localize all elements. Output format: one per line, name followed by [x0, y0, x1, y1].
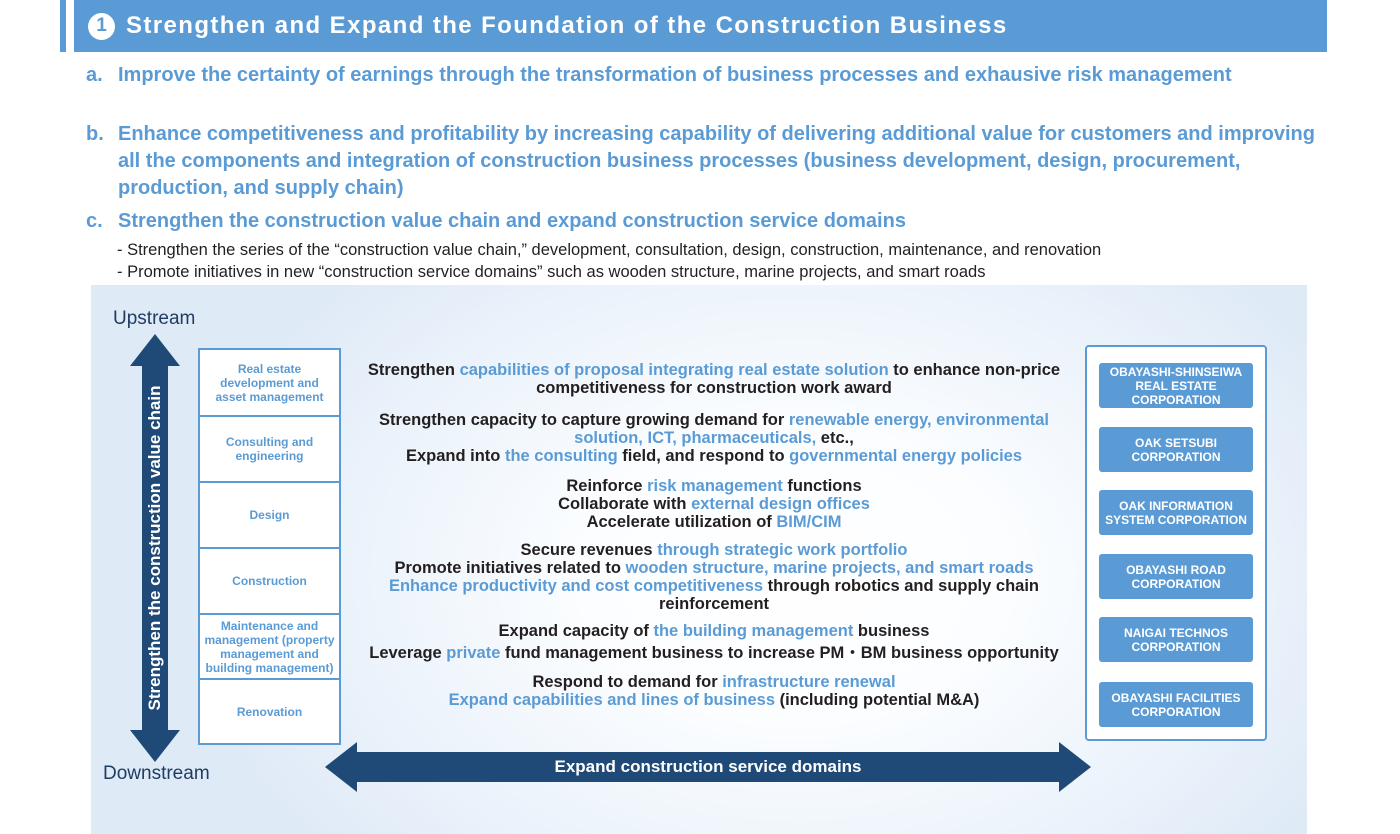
initiative-consulting: Strengthen capacity to capture growing demand for renewable energy, environmental solution, ICT, pharmaceuticals, etc., Expand into the consulting field, and respond to governmental energy policies — [379, 411, 1049, 465]
section-title: Strengthen and Expand the Foundation of the Construction Business — [126, 12, 1008, 39]
initiative-design: Reinforce risk management functions Collaborate with external design offices Accelerate utilization of BIM/CIM — [558, 477, 870, 531]
company-obayashi-road: OBAYASHI ROAD CORPORATION — [1099, 554, 1253, 599]
stage-consulting: Consulting and engineering — [200, 417, 339, 483]
section-number-badge: 1 — [88, 13, 115, 40]
company-obayashi-facilities: OBAYASHI FACILITIES CORPORATION — [1099, 682, 1253, 727]
sub-point-value-chain: - Strengthen the series of the “construction value chain,” development, consultation, design, construction, maintenance, and renovation — [117, 241, 1102, 259]
objective-b — [86, 121, 1326, 202]
company-oak-setsubi: OAK SETSUBI CORPORATION — [1099, 427, 1253, 472]
stage-construction: Construction — [200, 549, 339, 615]
sub-point-service-domains: - Promote initiatives in new “construction service domains” such as wooden structure, marine projects, and smart roads — [117, 263, 986, 281]
objective-letter: b. — [86, 123, 104, 145]
objective-text: Strengthen the construction value chain and expand construction service domains — [118, 210, 906, 232]
value-chain-axis-label: Strengthen the construction value chain — [145, 385, 164, 711]
objective-text: Enhance competitiveness and profitability by increasing capability of delivering additional value for customers and improving all the components and integration of construction business processes (business development, design, procurement, production, and supply chain) — [118, 123, 1315, 199]
objective-letter: c. — [86, 210, 103, 232]
company-naigai-technos: NAIGAI TECHNOS CORPORATION — [1099, 617, 1253, 662]
banner-accent-bar — [60, 0, 66, 52]
group-companies-panel — [1085, 345, 1267, 741]
upstream-label: Upstream — [113, 308, 196, 329]
initiative-renovation: Respond to demand for infrastructure renewal Expand capabilities and lines of business (including potential M&A) — [448, 673, 980, 709]
objective-c — [86, 208, 1326, 235]
company-oak-information-system: OAK INFORMATION SYSTEM CORPORATION — [1099, 490, 1253, 535]
initiative-maintenance: Expand capacity of the building management business Leverage private fund management business to increase PM・BM business opportunity — [369, 622, 1059, 662]
stage-maintenance: Maintenance and management (property management and building management) — [200, 615, 339, 680]
downstream-label: Downstream — [103, 763, 210, 784]
objective-text: Improve the certainty of earnings through the transformation of business processes and exhausive risk management — [118, 64, 1232, 86]
initiative-construction: Secure revenues through strategic work portfolio Promote initiatives related to wooden structure, marine projects, and smart roads Enhance productivity and cost competitiveness through robotics and supply chain reinforcement — [388, 541, 1040, 613]
company-obayashi-shinseiwa: OBAYASHI-SHINSEIWA REAL ESTATE CORPORATION — [1099, 363, 1253, 408]
service-domains-axis-label: Expand construction service domains — [554, 757, 862, 776]
objective-a — [86, 62, 1326, 89]
section-banner — [74, 0, 1327, 52]
initiative-real-estate: Strengthen capabilities of proposal integrating real estate solution to enhance non-price competitiveness for construction work award — [367, 361, 1061, 397]
stage-design: Design — [200, 483, 339, 549]
stage-renovation: Renovation — [236, 704, 303, 719]
stage-real-estate: Real estate development and asset management — [200, 350, 339, 417]
objective-letter: a. — [86, 64, 103, 86]
value-chain-stages — [198, 348, 341, 745]
